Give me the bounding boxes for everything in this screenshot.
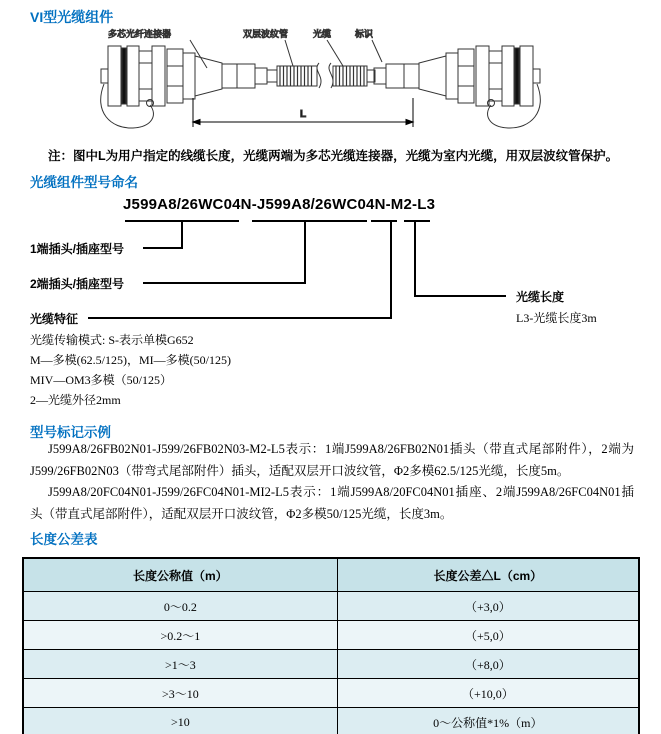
table-row <box>23 650 639 679</box>
feature-line-4: 2—光缆外径2mm <box>30 393 121 407</box>
dimension-label: L <box>300 109 307 120</box>
section-header-naming: 光缆组件型号命名 <box>30 175 138 190</box>
cell-tolerance: （+10,0） <box>337 679 639 708</box>
cell-tolerance: 0～公称值*1%（m） <box>337 708 639 734</box>
cable-assembly-drawing <box>95 26 545 141</box>
col-header-tolerance: 长度公差△L（cm） <box>337 558 639 592</box>
corrugated-tube <box>267 63 375 88</box>
feature-line-1: 光缆传输模式: S-表示单模G652 <box>30 333 194 347</box>
table-row <box>23 679 639 708</box>
cell-nominal: >3～10 <box>23 679 337 708</box>
label-end1-type: 1端插头/插座型号 <box>30 242 125 256</box>
cell-nominal: >10 <box>23 708 337 734</box>
col-header-nominal: 长度公称值（m） <box>23 558 337 592</box>
fiber-connector-left <box>101 46 267 128</box>
section-header-tolerance: 长度公差表 <box>30 532 98 547</box>
table-row <box>23 621 639 650</box>
feature-line-3: MIV—OM3多模（50/125） <box>30 373 173 387</box>
table-row <box>23 592 639 621</box>
label-cable-feature: 光缆特征 <box>30 312 79 326</box>
break-symbol <box>317 63 321 88</box>
table-row <box>23 708 639 734</box>
model-number: J599A8/26WC04N-J599A8/26WC04N-M2-L3 <box>123 196 436 213</box>
example-paragraph-1: J599A8/26FB02N01-J599/26FB02N03-M2-L5表示：1端J599A8/26FB02N01插头（带直式尾部附件），2端为J599/26FB02N03（带弯式尾部附件）插头，适配双层开口波纹管，Φ2多模62.5/125光缆，长度5m。 <box>30 442 634 478</box>
cell-nominal: >0.2～1 <box>23 621 337 650</box>
label-tube: 双层波纹管 <box>243 29 289 39</box>
cell-nominal: 0～0.2 <box>23 592 337 621</box>
fiber-connector-right <box>374 46 540 128</box>
cable-length-desc: L3-光缆长度3m <box>516 311 597 325</box>
table-header-row <box>23 558 639 592</box>
cell-tolerance: （+3,0） <box>337 592 639 621</box>
feature-line-2: M—多模(62.5/125)，MI—多模(50/125) <box>30 353 231 367</box>
section-header-example: 型号标记示例 <box>30 425 111 440</box>
label-cable-length: 光缆长度 <box>516 290 565 304</box>
label-cable: 光缆 <box>313 29 332 39</box>
example-paragraph-2: J599A8/20FC04N01-J599/26FC04N01-MI2-L5表示：1端J599A8/20FC04N01插座、2端J599A8/26FC04N01插头（带直式尾部附件），适配双层开口波纹管，Φ2多模50/125光缆，长度3m。 <box>30 485 634 521</box>
cell-tolerance: （+8,0） <box>337 650 639 679</box>
leader-lines <box>190 40 382 68</box>
label-connector: 多芯光纤连接器 <box>108 29 172 39</box>
label-marking: 标识 <box>355 29 374 39</box>
cell-tolerance: （+5,0） <box>337 621 639 650</box>
cell-nominal: >1～3 <box>23 650 337 679</box>
label-end2-type: 2端插头/插座型号 <box>30 277 125 291</box>
note-text: 注：图中L为用户指定的线缆长度，光缆两端为多芯光缆连接器，光缆为室内光缆，用双层波纹管保护。 <box>48 149 619 163</box>
example-paragraphs <box>30 439 634 525</box>
tolerance-table <box>22 557 640 734</box>
page-title: VI型光缆组件 <box>30 9 114 25</box>
